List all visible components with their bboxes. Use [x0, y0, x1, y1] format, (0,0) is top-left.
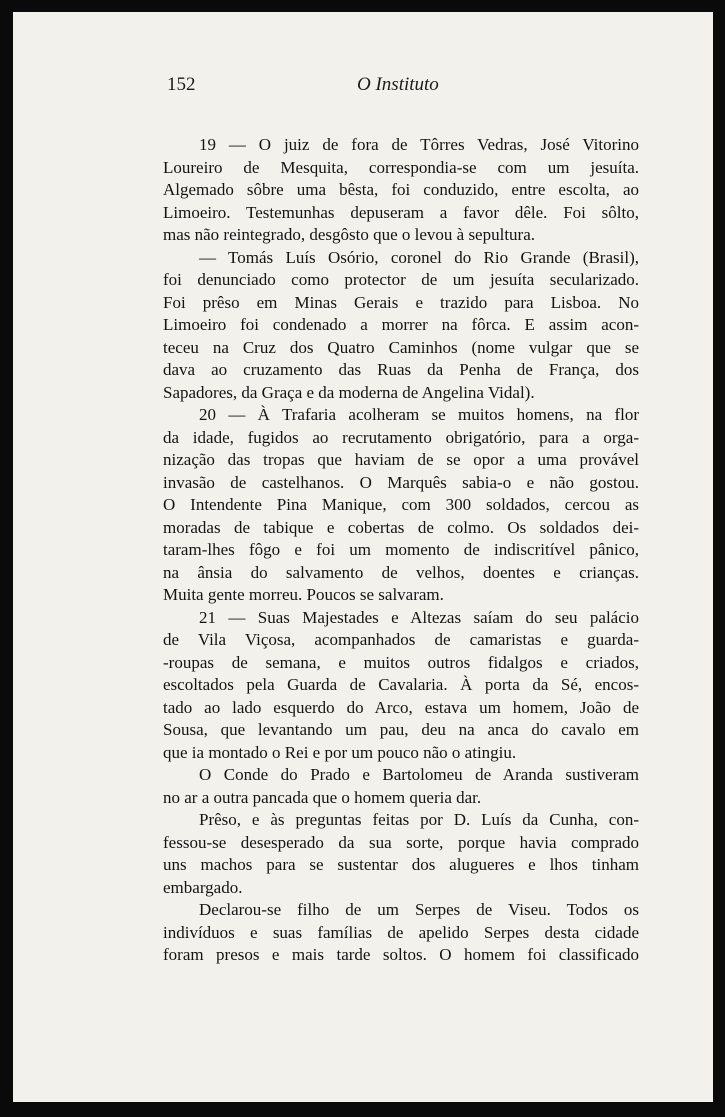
text-line: dava ao cruzamento das Ruas da Penha de França, dos: [163, 360, 639, 379]
text-line: Sapadores, da Graça e da moderna de Angelina Vidal).: [163, 382, 535, 402]
text-line: — Tomás Luís Osório, coronel do Rio Grande (Brasil),: [199, 247, 639, 267]
text-line: que ia montado o Rei e por um pouco não o atingiu.: [163, 742, 517, 762]
running-title: O Instituto: [357, 74, 439, 95]
page-number: 152: [167, 74, 196, 95]
text-line: Sousa, que levantando um pau, deu na anca do cavalo em: [163, 720, 639, 739]
text-line: Limoeiro. Testemunhas depuseram a favor dêle. Foi sôlto,: [163, 202, 639, 222]
text-line: Muita gente morreu. Poucos se salvaram.: [163, 585, 444, 604]
text-line: Declarou-se filho de um Serpes de Viseu. Todos os: [199, 900, 639, 919]
text-line: Limoeiro foi condenado a morrer na fôrca. E assim acon-: [163, 315, 639, 334]
book-page: [13, 12, 713, 1102]
text-line: de Vila Viçosa, acompanhados de camaristas e guarda-: [163, 630, 639, 649]
text-line: O Conde do Prado e Bartolomeu de Aranda sustiveram: [199, 765, 639, 784]
text-line: Foi prêso em Minas Gerais e trazido para Lisboa. No: [163, 292, 639, 312]
text-line: taram-lhes fôgo e foi um momento de indiscritível pânico,: [163, 540, 639, 559]
text-line: 20 — À Trafaria acolheram se muitos homens, na flor: [199, 405, 639, 424]
text-line: teceu na Cruz dos Quatro Caminhos (nome vulgar que se: [163, 337, 639, 357]
text-line: tado ao lado esquerdo do Arco, estava um homem, João de: [163, 697, 639, 717]
text-line: embargado.: [163, 877, 243, 897]
text-line: O Intendente Pina Manique, com 300 soldados, cercou as: [163, 495, 639, 514]
text-line: Prêso, e às preguntas feitas por D. Luís da Cunha, con-: [199, 810, 639, 829]
text-line: foram presos e mais tarde soltos. O homem foi classificado: [163, 945, 639, 964]
text-line: fessou-se desesperado da sua sorte, porque havia comprado: [163, 832, 639, 852]
text-line: na ânsia do salvamento de velhos, doentes e crianças.: [163, 562, 639, 582]
body-text: [163, 134, 639, 967]
text-line: Algemado sôbre uma bêsta, foi conduzido, entre escolta, ao: [163, 180, 639, 199]
text-line: no ar a outra pancada que o homem queria dar.: [163, 787, 482, 807]
text-line: moradas de tabique e cobertas de colmo. Os soldados dei-: [163, 517, 639, 537]
page-header: [167, 74, 647, 104]
text-line: 21 — Suas Majestades e Altezas saíam do seu palácio: [199, 607, 639, 627]
text-line: uns machos para se sustentar dos alugueres e lhos tinham: [163, 855, 639, 874]
text-line: escoltados pela Guarda de Cavalaria. À porta da Sé, encos-: [163, 675, 639, 694]
text-line: 19 — O juiz de fora de Tôrres Vedras, José Vitorino: [199, 135, 639, 154]
text-line: nização das tropas que haviam de se opor a uma provável: [163, 450, 639, 469]
text-line: da idade, fugidos ao recrutamento obrigatório, para a orga-: [163, 427, 639, 447]
text-line: -roupas de semana, e muitos outros fidalgos e criados,: [163, 652, 639, 672]
text-line: Loureiro de Mesquita, correspondia-se com um jesuíta.: [163, 157, 639, 177]
text-line: foi denunciado como protector de um jesuíta secularizado.: [163, 270, 639, 289]
text-line: mas não reintegrado, desgôsto que o levou à sepultura.: [163, 225, 536, 244]
text-line: indivíduos e suas famílias de apelido Serpes desta cidade: [163, 922, 639, 942]
text-line: invasão de castelhanos. O Marquês sabia-o e não gostou.: [163, 472, 639, 492]
